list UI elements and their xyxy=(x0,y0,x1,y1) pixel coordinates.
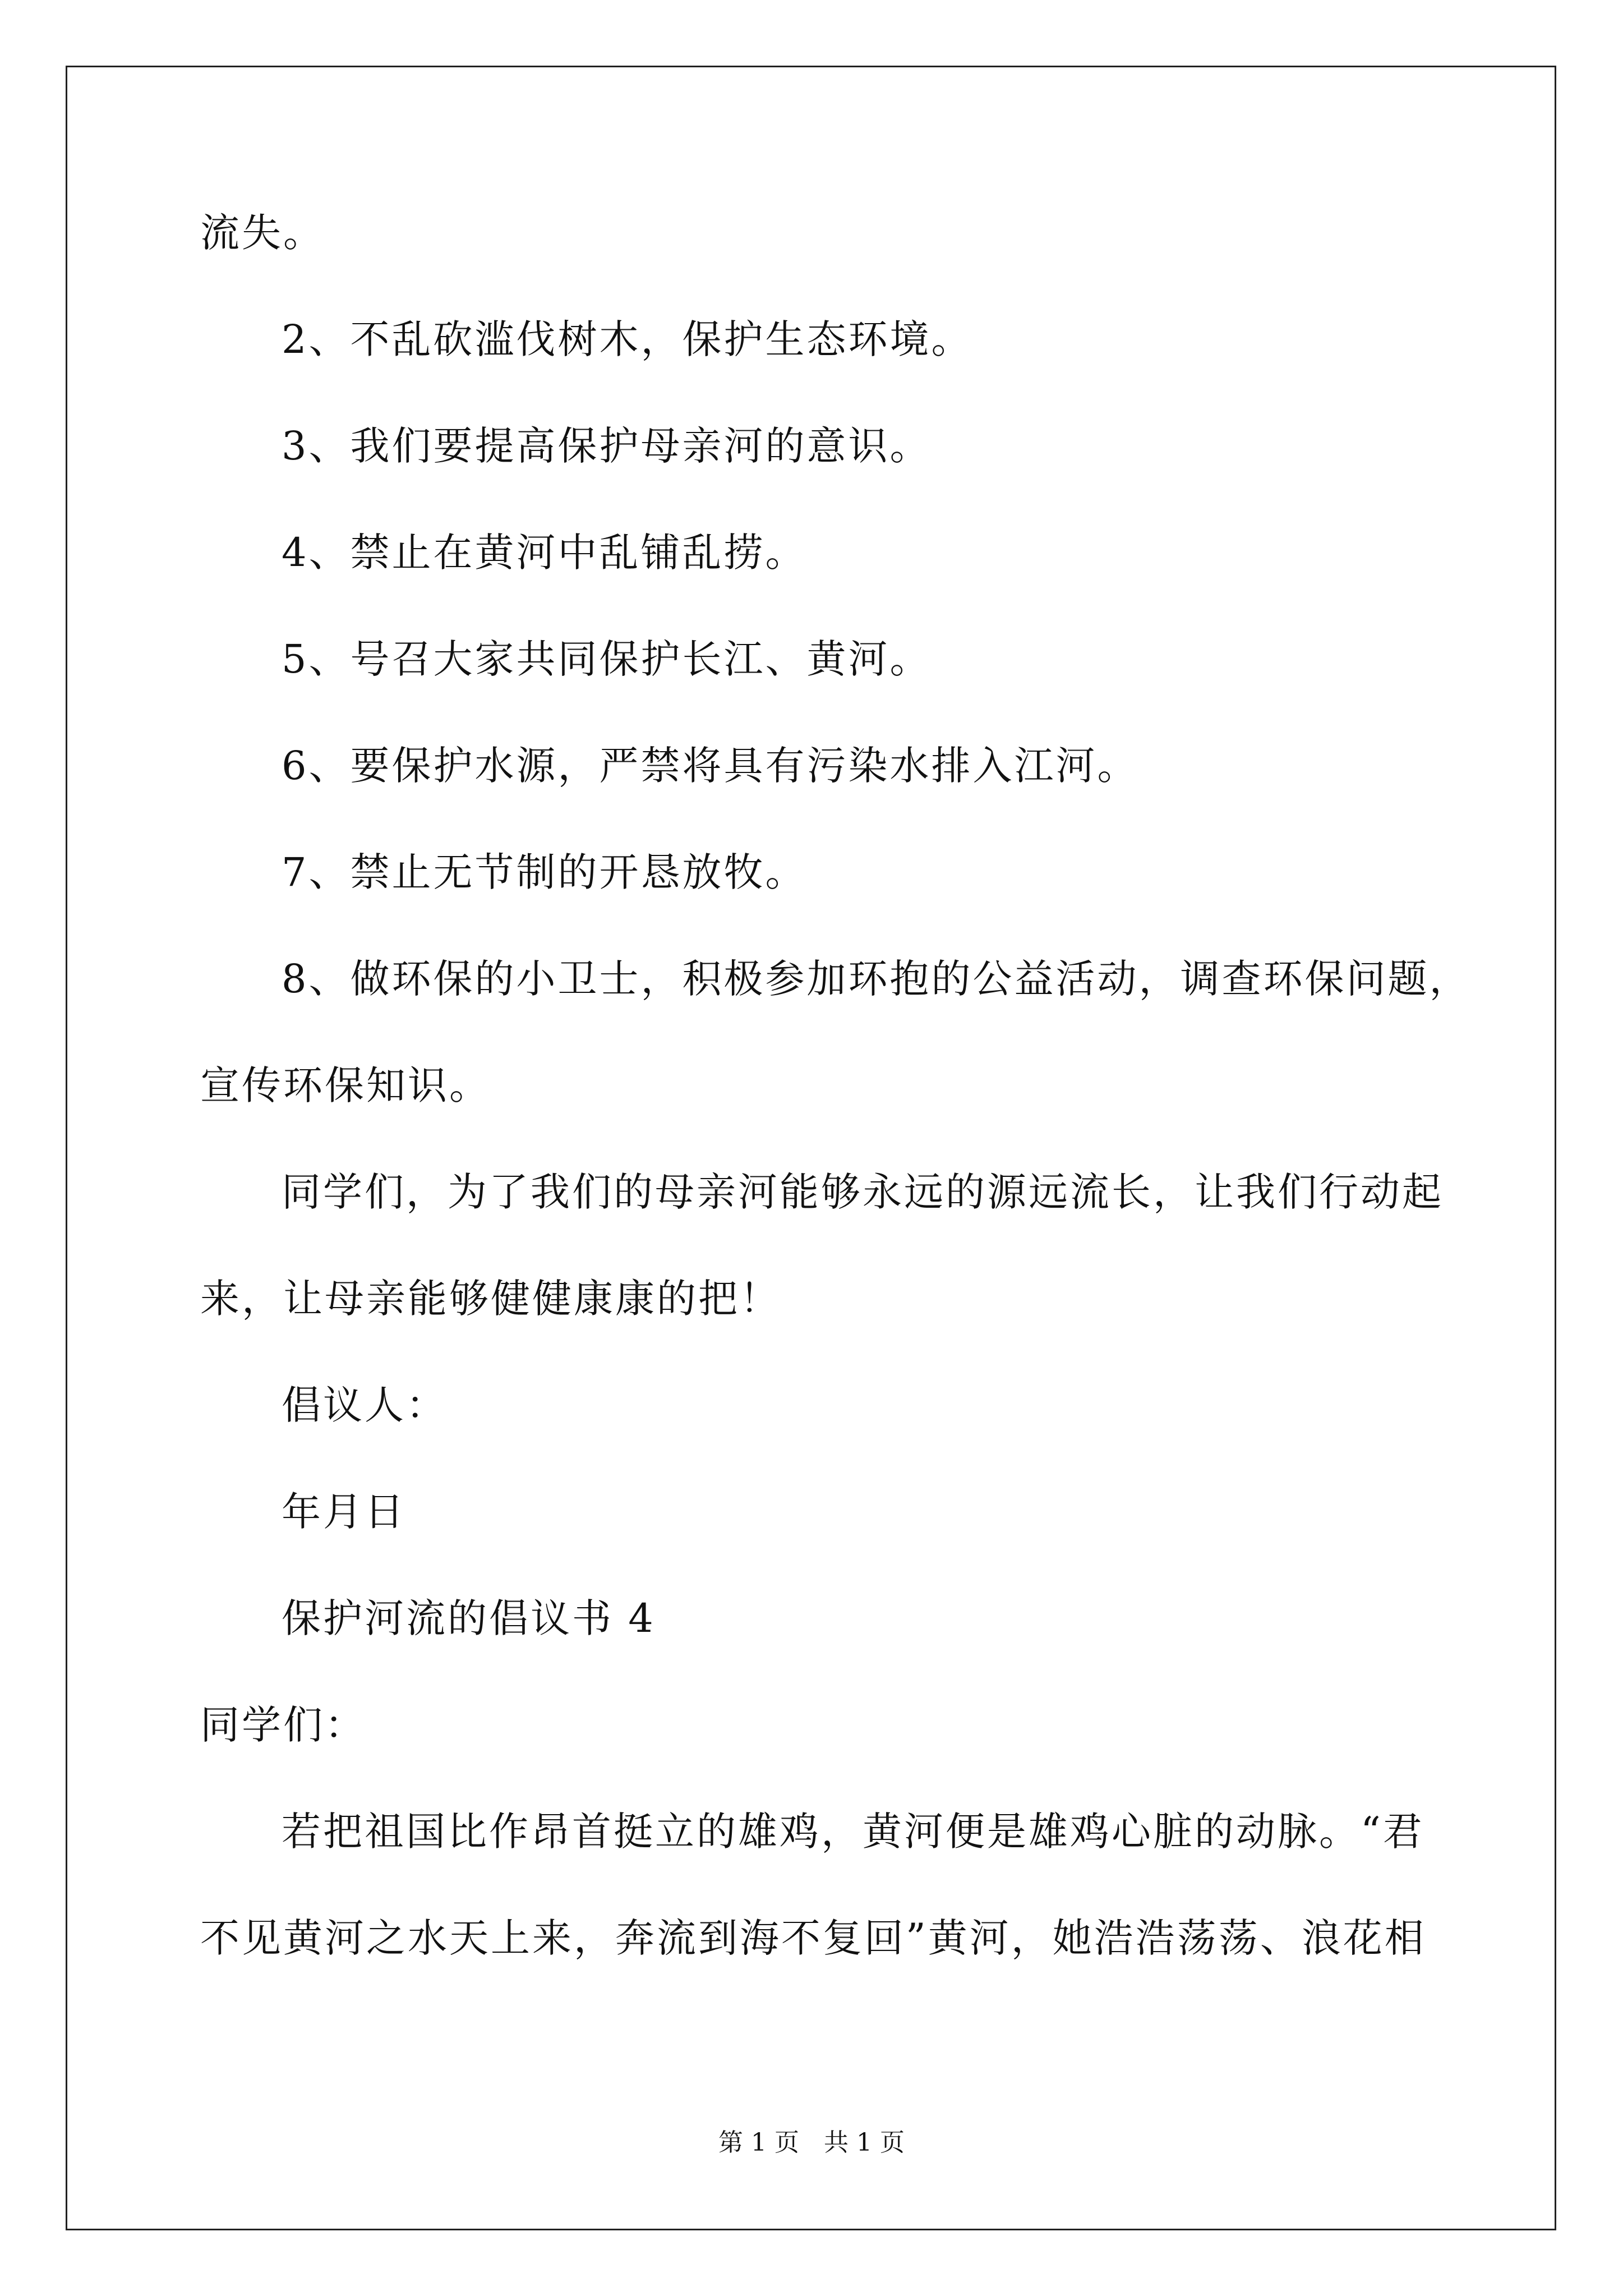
paragraph-line: 同学们，为了我们的母亲河能够永远的源远流长，让我们行动起 xyxy=(282,1169,1444,1215)
list-item: 8、做环保的小卫士，积极参加环抱的公益活动，调查环保问题， xyxy=(282,956,1471,1002)
list-item: 4、禁止在黄河中乱铺乱捞。 xyxy=(282,530,807,576)
text-line: 宣传环保知识。 xyxy=(200,1062,491,1108)
list-item: 6、要保护水源，严禁将具有污染水排入江河。 xyxy=(282,743,1139,789)
list-item: 2、不乱砍滥伐树木，保护生态环境。 xyxy=(282,316,973,362)
date-label: 年月日 xyxy=(282,1489,406,1535)
signature-label: 倡议人： xyxy=(282,1382,448,1428)
list-item: 3、我们要提高保护母亲河的意识。 xyxy=(282,423,932,469)
section-title: 保护河流的倡议书 4 xyxy=(282,1595,656,1641)
page-border xyxy=(66,66,1556,2230)
list-item: 5、号召大家共同保护长江、黄河。 xyxy=(282,636,932,682)
text-line: 流失。 xyxy=(200,210,325,256)
paragraph-line: 来，让母亲能够健健康康的把！ xyxy=(200,1276,781,1322)
paragraph-line: 不见黄河之水天上来，奔流到海不复回”黄河，她浩浩荡荡、浪花相 xyxy=(200,1915,1426,1961)
salutation: 同学们： xyxy=(200,1702,366,1748)
paragraph-line: 若把祖国比作昂首挺立的雄鸡，黄河便是雄鸡心脏的动脉。“君 xyxy=(282,1809,1424,1855)
page-footer: 第 1 页 共 1 页 xyxy=(718,2128,905,2157)
list-item: 7、禁止无节制的开恳放牧。 xyxy=(282,849,807,895)
